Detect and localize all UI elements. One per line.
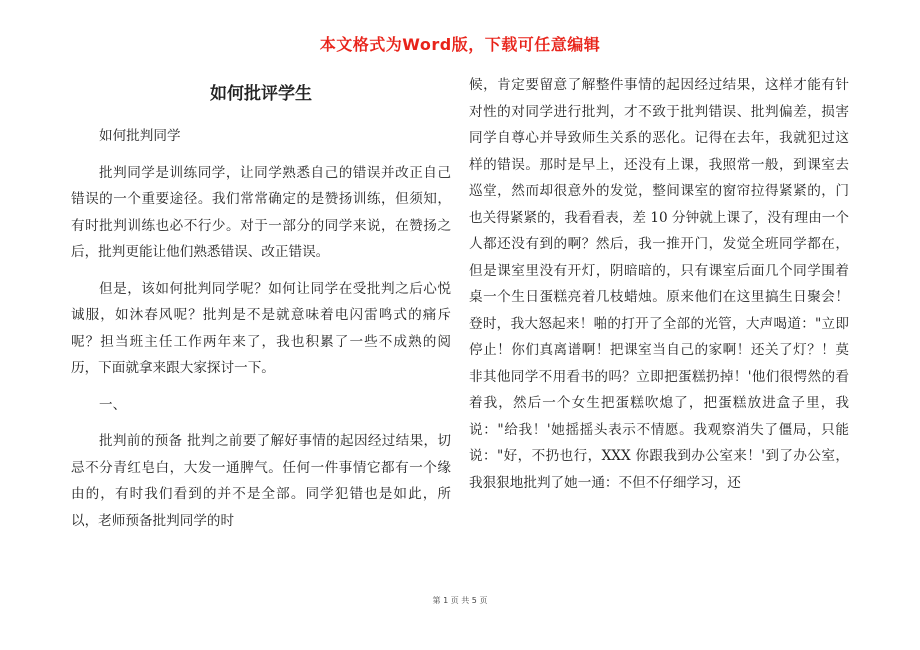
paragraph-continued: 候，肯定要留意了解整件事情的起因经过结果，这样才能有针对性的对同学进行批判，才不致于批判错误、批判偏差，损害同学自尊心并导致师生关系的恶化。记得在去年，我就犯过这样的错误。那时是早上，还没有上课，我照常一般，到课室去巡堂，然而却很意外的发觉，整间课室的窗帘拉得紧紧的，门也关得紧紧的，我看看表，差 10 分钟就上课了，没有理由一个人都还没有到的啊？然后，我一推开门，发觉全班同学都在，但是课室里没有开灯，阴暗暗的，只有课室后面几个同学围着桌一个生日蛋糕亮着几枝蜡烛。原来他们在这里搞生日聚会！登时，我大怒起来！啪的打开了全部的光管，大声喝道："立即停止！你们真离谱啊！把课室当自己的家啊！还关了灯？！莫非其他同学不用看书的吗？立即把蛋糕扔掉！'他们很愕然的看着我，然后一个女生把蛋糕吹熄了，把蛋糕放进盒子里，我说："给我！'她摇摇头表示不情愿。我观察消失了僵局，只能说："好，不扔也行，XXX 你跟我到办公室来！'到了办公室，我狠狠地批判了她一通：不但不仔细学习，还	[469, 77, 849, 491]
paragraph-2: 但是，该如何批判同学呢？如何让同学在受批判之后心悦诚服，如沐春风呢？批判是不是就意味着电闪雷鸣式的痛斥呢？担当班主任工作两年来了，我也积累了一些不成熟的阅历，下面就拿来跟大家探讨一下。	[71, 280, 451, 376]
document-title: 如何批评学生	[210, 84, 312, 104]
left-column	[71, 72, 451, 544]
paragraph-3: 批判前的预备 批判之前要了解好事情的起因经过结果，切忌不分青红皂白，大发一通脾气。任何一件事情它都有一个缘由的，有时我们看到的并不是全部。同学犯错也是如此，所以，老师预备批判同学的时	[71, 433, 451, 529]
download-banner: 本文格式为Word版，下载可任意编辑	[319, 35, 601, 54]
paragraph-1: 批判同学是训练同学，让同学熟悉自己的错误并改正自己错误的一个重要途径。我们常常确定的是赞扬训练，但须知，有时批判训练也必不行少。对于一部分的同学来说，在赞扬之后，批判更能让他们熟悉错误、改正错误。	[71, 164, 451, 260]
right-column	[469, 72, 849, 496]
subtitle: 如何批判同学	[99, 128, 181, 144]
section-heading: 一、	[99, 396, 127, 413]
page-footer: 第 1 页 共 5 页	[432, 596, 488, 605]
